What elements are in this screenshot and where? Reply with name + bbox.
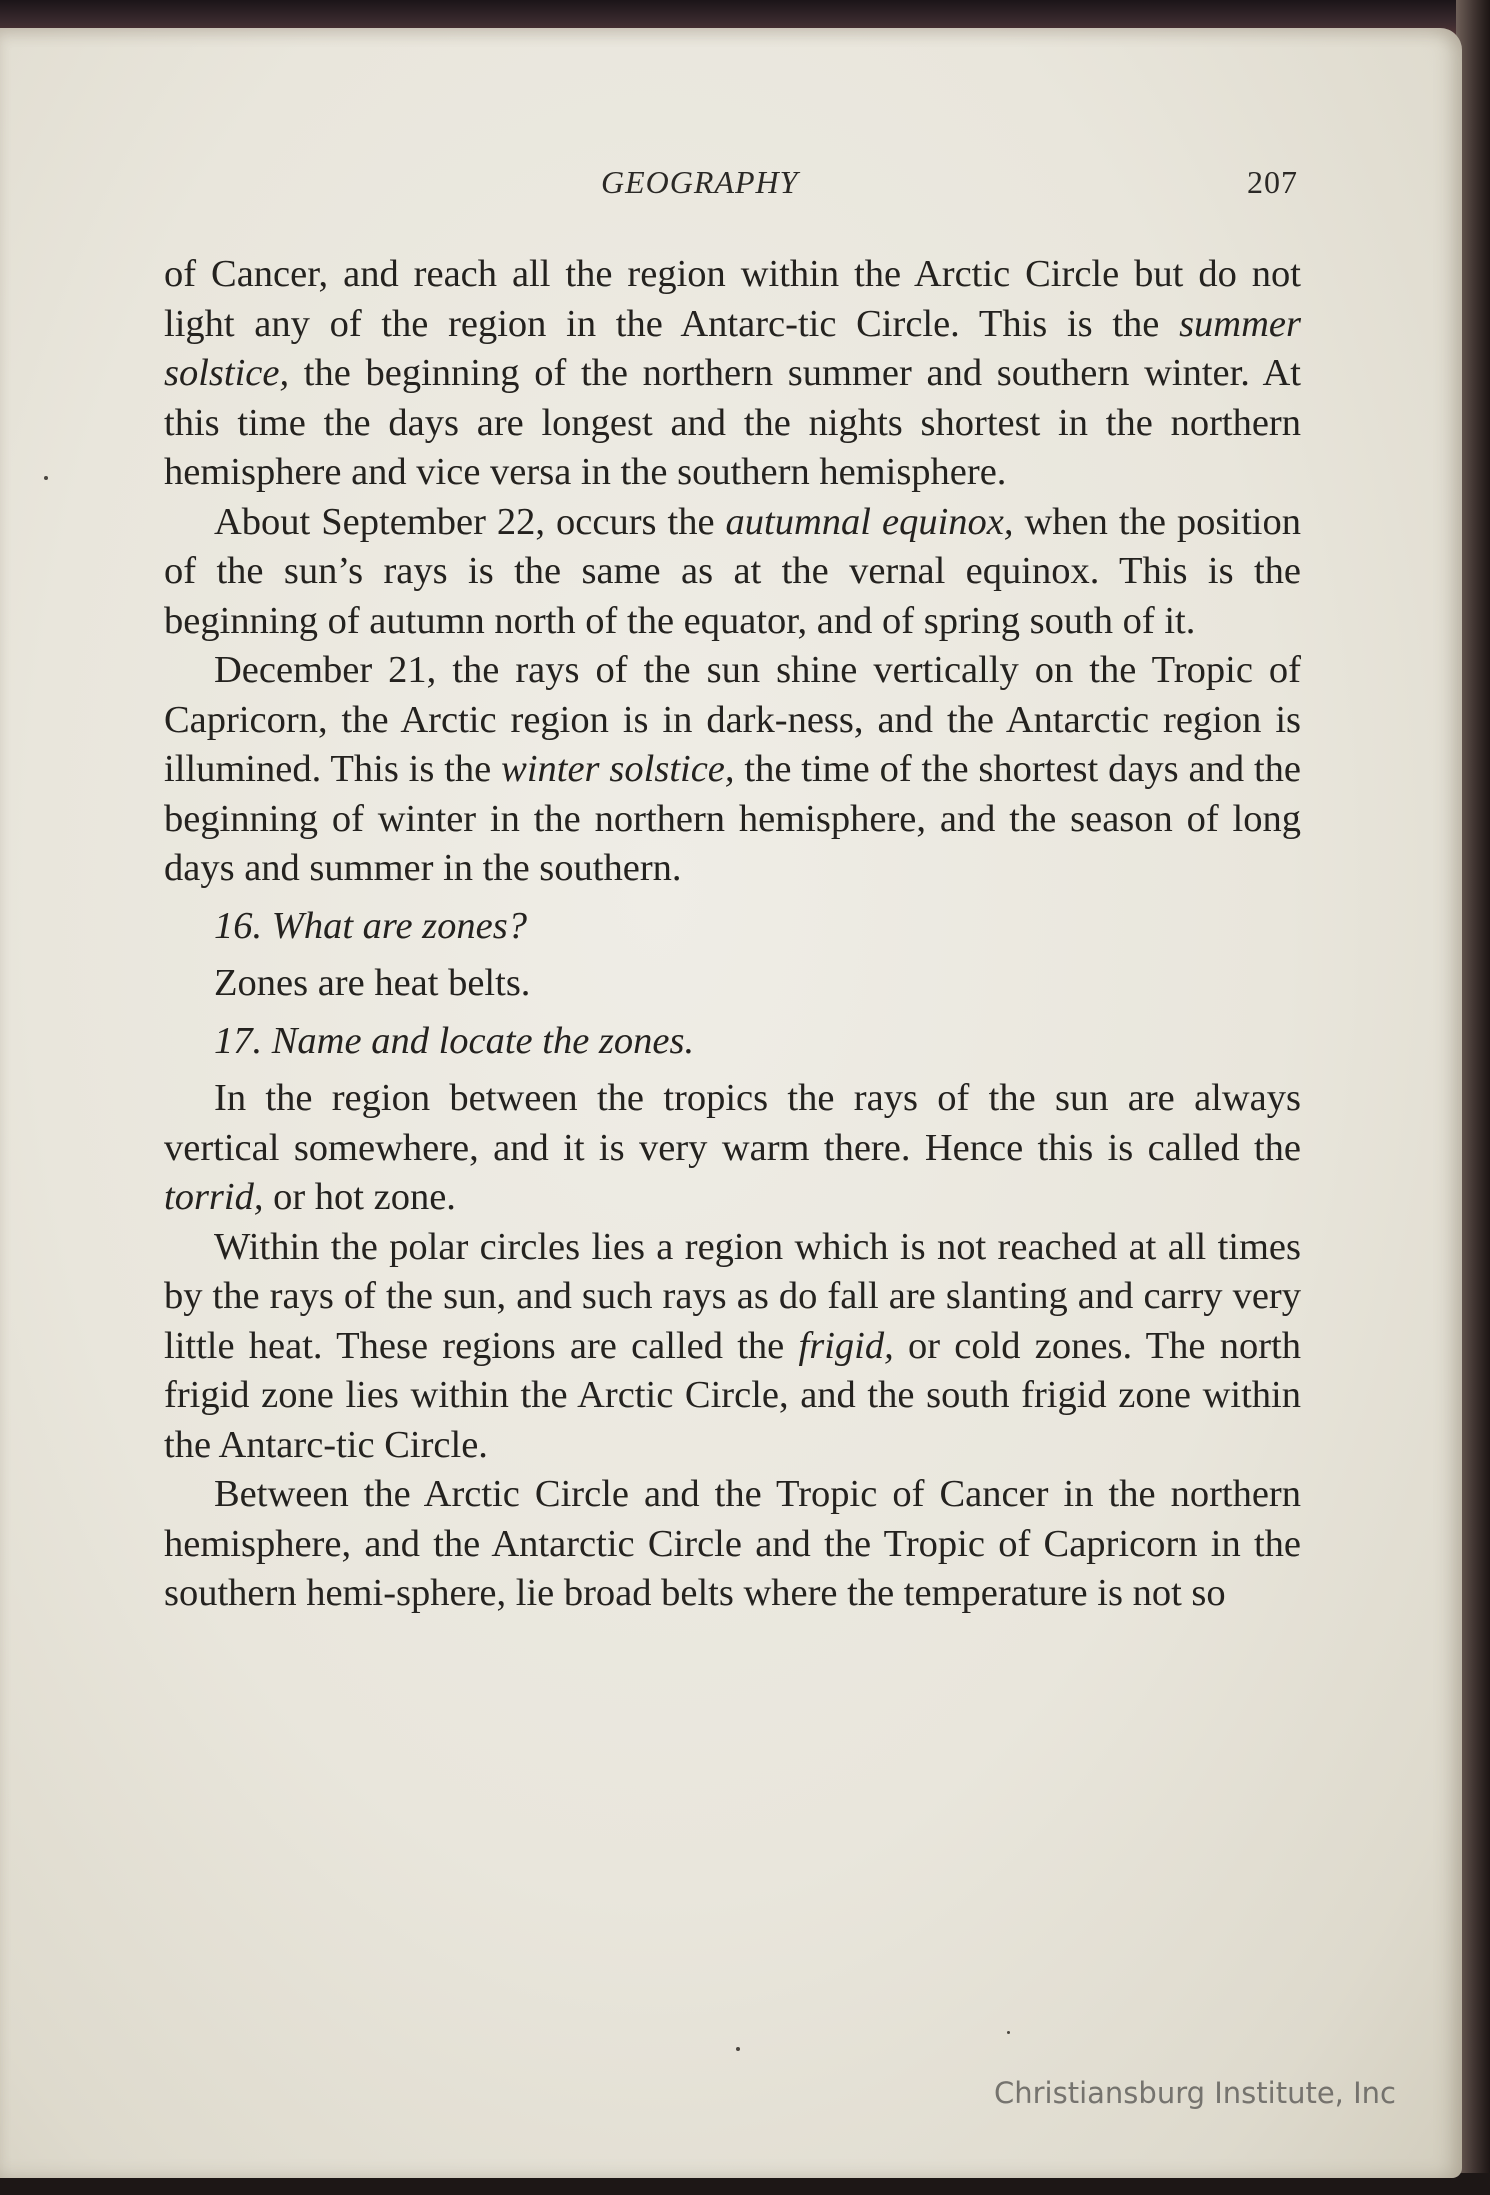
- paragraph-temperate-belts: Between the Arctic Circle and the Tropic of Cancer in the northern hemisphere, and the Antarctic Circle and the Tropic of Capricorn in the southern hemi-sphere, lie broad belts where the temperature is not so: [164, 1473, 1301, 1614]
- emphasis-term: autumnal equinox,: [725, 500, 1014, 543]
- text-run: About September 22, occurs the: [214, 500, 726, 543]
- page-number: 207: [1247, 164, 1298, 200]
- question-16: 16. What are zones?: [214, 904, 527, 947]
- text-run: or cold zones. The north frigid zone lies within the Arctic Circle, and the south frigid zone within the Antarc-tic Circle.: [164, 1324, 1301, 1466]
- paper-speck: [736, 2047, 740, 2051]
- text-run: when the position of the sun’s rays is the same as at the vernal equinox. This is the beginning of autumn north of the equator, and of spring south of it.: [164, 500, 1302, 642]
- question-17: 17. Name and locate the zones.: [214, 1019, 695, 1062]
- text-run: the beginning of the northern summer and southern winter. At this time the days are longest and the nights shortest in the northern hemisphere and vice versa in the southern hemisphere.: [164, 352, 1301, 493]
- text-run: of Cancer, and reach all the region within the Arctic Circle but do not light any of the region in the Antarc-tic Circle. This is the: [164, 253, 1301, 345]
- running-header: [166, 164, 1298, 204]
- answer-16: Zones are heat belts.: [214, 962, 531, 1004]
- watermark-text: Christiansburg Institute, Inc: [994, 2076, 1396, 2110]
- paragraph-autumnal-equinox: [164, 498, 1301, 647]
- emphasis-term: torrid,: [164, 1176, 264, 1218]
- page-body: [164, 250, 1301, 1619]
- text-run: In the region between the tropics the rays of the sun are always vertical somewhere, and it is very warm there. Hence this is called the: [164, 1077, 1301, 1169]
- paper-speck: [44, 476, 48, 480]
- text-run: the time of the shortest days and the beginning of winter in the northern hemisphere, and the season of long days and summer in the southern.: [164, 748, 1301, 889]
- emphasis-term: winter solstice,: [501, 748, 735, 790]
- emphasis-term: summer solstice,: [164, 302, 1301, 394]
- text-run: or hot zone.: [263, 1176, 456, 1218]
- paragraph-torrid-zone: [164, 1074, 1301, 1223]
- paragraph-frigid-zones: [164, 1223, 1301, 1471]
- emphasis-term: frigid,: [798, 1324, 894, 1367]
- paragraph-summer-solstice: [164, 250, 1301, 498]
- paragraph-winter-solstice: [164, 646, 1301, 894]
- text-run: Within the polar circles lies a region which is not reached at all times by the rays of the sun, and such rays as do fall are slanting and carry very little heat. These regions are called the: [164, 1225, 1301, 1367]
- paper-speck: [1007, 2031, 1010, 2034]
- text-run: December 21, the rays of the sun shine vertically on the Tropic of Capricorn, the Arctic region is in dark-ness, and the Antarctic region is illumined. This is the: [164, 649, 1301, 790]
- running-title: GEOGRAPHY: [601, 164, 799, 200]
